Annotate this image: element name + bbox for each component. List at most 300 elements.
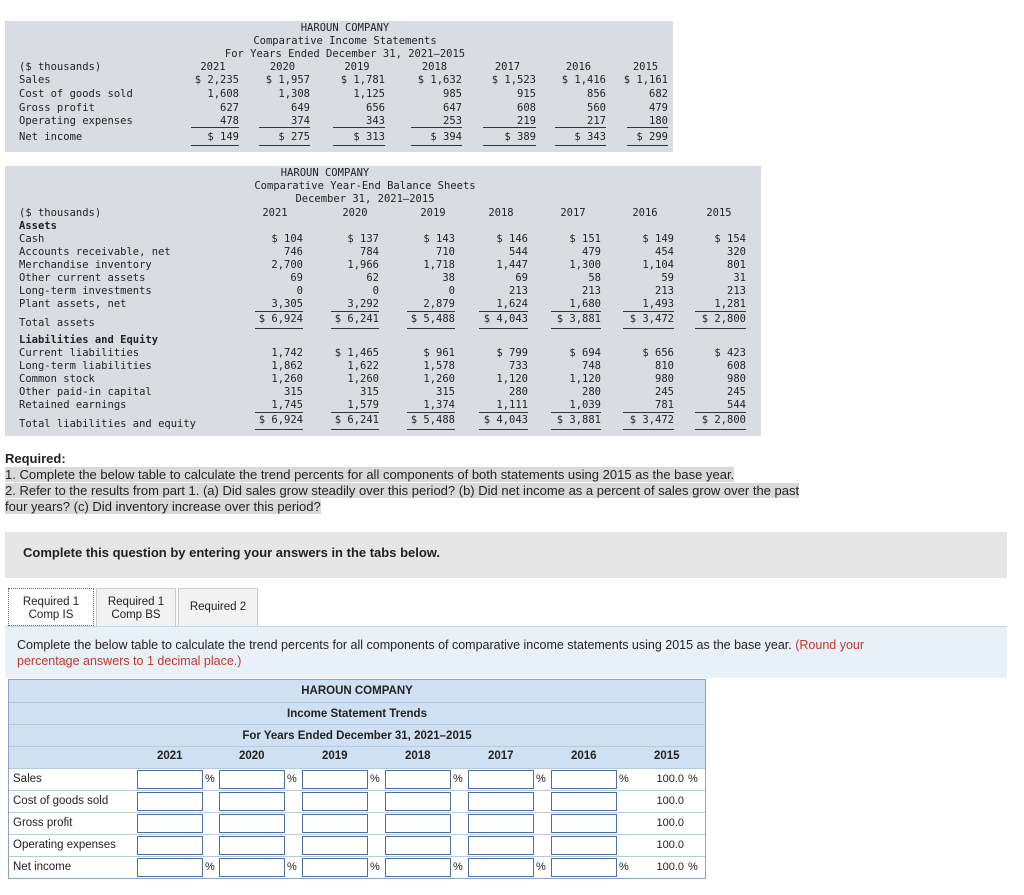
bs-rule (407, 328, 455, 329)
bs-liability-cell: 1,745 (271, 399, 303, 411)
bs-liability-cell: 1,374 (423, 399, 455, 411)
percent-sign: % (688, 773, 698, 785)
bs-rule (407, 311, 455, 312)
trend-input-2016[interactable] (551, 792, 617, 811)
trend-input-2016[interactable] (551, 770, 617, 789)
trend-input-2017[interactable] (468, 836, 534, 855)
is-unit-label: ($ thousands) (19, 61, 102, 73)
bs-rule (479, 311, 528, 312)
trend-row-label: Gross profit (13, 817, 73, 829)
bs-asset-label: Cash (19, 233, 45, 245)
is-row-label: Sales (19, 74, 51, 86)
bs-asset-cell: $ 137 (347, 233, 379, 245)
bs-rule (623, 311, 674, 312)
trend-year-header: 2018 (405, 750, 431, 762)
trend-input-2020[interactable] (219, 770, 285, 789)
trend-input-2018[interactable] (385, 792, 451, 811)
bs-year-header: 2018 (488, 207, 514, 219)
bs-asset-cell: $ 143 (423, 233, 455, 245)
bs-rule (695, 429, 746, 430)
trend-input-2016[interactable] (551, 814, 617, 833)
trend-year-header: 2019 (322, 750, 348, 762)
income-statement-image (5, 21, 673, 152)
trend-year-header-row (9, 746, 705, 768)
bs-liability-cell: $ 423 (714, 347, 746, 359)
bs-liability-cell: 810 (655, 360, 674, 372)
bs-asset-cell: 1,104 (642, 259, 674, 271)
tab-required-2[interactable] (178, 588, 258, 626)
is-title: Comparative Income Statements (253, 35, 437, 47)
trend-input-2016[interactable] (551, 858, 617, 877)
is-cell: 180 (649, 115, 668, 127)
question-banner (5, 532, 1007, 578)
trend-row (9, 790, 705, 813)
bs-rule (695, 311, 746, 312)
bs-asset-cell: 1,624 (496, 298, 528, 310)
bs-liability-label: Other paid-in capital (19, 386, 152, 398)
income-statement-trend-table (8, 679, 706, 879)
is-cell: $ 394 (430, 131, 462, 143)
is-year-header: 2016 (565, 61, 592, 73)
trend-input-2019[interactable] (302, 770, 368, 789)
is-cell: $ 2,235 (194, 74, 239, 86)
bs-rule (331, 311, 379, 312)
tab-label-line1: Required 2 (189, 601, 247, 613)
bs-rule (479, 429, 528, 430)
is-total-rule (191, 127, 239, 128)
is-row-label: Operating expenses (19, 115, 133, 127)
bs-rule (623, 429, 674, 430)
bs-unit-label: ($ thousands) (19, 207, 102, 219)
trend-input-2020[interactable] (219, 814, 285, 833)
bs-year-header: 2021 (262, 207, 288, 219)
tab-instruction-panel (5, 626, 1007, 678)
bs-rule (255, 412, 303, 413)
bs-liability-cell: 245 (655, 386, 674, 398)
bs-liability-cell: $ 1,465 (334, 347, 379, 359)
bs-total-assets-cell: $ 2,800 (701, 313, 746, 325)
percent-sign: % (453, 861, 463, 873)
bs-asset-cell: $ 149 (642, 233, 674, 245)
trend-base-2015-value: 100.0 (656, 773, 684, 785)
is-total-rule (259, 127, 310, 128)
bs-asset-label: Other current assets (19, 272, 146, 284)
trend-input-2017[interactable] (468, 792, 534, 811)
bs-liability-cell: 1,120 (496, 373, 528, 385)
bs-asset-cell: 784 (360, 246, 379, 258)
bs-asset-cell: 213 (727, 285, 746, 297)
bs-liability-label: Current liabilities (19, 347, 140, 359)
is-cell: $ 343 (574, 131, 606, 143)
bs-total-assets-cell: $ 4,043 (483, 313, 528, 325)
bs-liability-cell: 1,622 (347, 360, 379, 372)
trend-row-label: Operating expenses (13, 839, 116, 851)
trend-row (9, 812, 705, 835)
percent-sign: % (453, 773, 463, 785)
is-cell: 1,308 (278, 88, 310, 100)
bs-asset-cell: 544 (509, 246, 528, 258)
bs-rule (331, 412, 379, 413)
percent-sign: % (287, 861, 297, 873)
bs-liability-cell: 1,260 (271, 373, 303, 385)
trend-input-2019[interactable] (302, 836, 368, 855)
is-year-header: 2021 (200, 61, 226, 73)
is-double-rule (627, 145, 668, 146)
bs-asset-cell: 3,292 (347, 298, 379, 310)
bs-asset-cell: 213 (582, 285, 601, 297)
bs-asset-label: Long-term investments (19, 285, 152, 297)
bs-liability-label: Common stock (19, 373, 95, 385)
bs-asset-cell: 710 (436, 246, 455, 258)
is-cell: 253 (443, 115, 462, 127)
bs-liability-cell: 315 (436, 386, 455, 398)
trend-period: For Years Ended December 31, 2021–2015 (9, 724, 705, 747)
bs-rule (623, 412, 674, 413)
is-cell: 856 (587, 88, 606, 100)
percent-sign: % (619, 773, 629, 785)
trend-input-2018[interactable] (385, 836, 451, 855)
bs-rule (255, 311, 303, 312)
trend-input-2020[interactable] (219, 858, 285, 877)
is-cell: 682 (649, 88, 668, 100)
bs-liability-cell: $ 799 (496, 347, 528, 359)
is-double-rule (333, 145, 385, 146)
banner-text: Complete this question by entering your answers in the tabs below. (23, 545, 441, 560)
is-cell: $ 275 (278, 131, 310, 143)
bs-company: HAROUN COMPANY (280, 167, 370, 179)
bs-rule (479, 412, 528, 413)
bs-asset-cell: $ 151 (569, 233, 601, 245)
bs-asset-cell: 1,281 (714, 298, 746, 310)
bs-liability-cell: 1,742 (271, 347, 303, 359)
bs-liability-cell: 280 (509, 386, 528, 398)
trend-base-2015-value: 100.0 (656, 861, 684, 873)
bs-total-le-label: Total liabilities and equity (19, 418, 197, 430)
is-cell: $ 1,523 (491, 74, 536, 86)
bs-liability-cell: 980 (727, 373, 746, 385)
is-total-rule (483, 127, 536, 128)
trend-input-2021[interactable] (137, 814, 203, 833)
trend-input-2019[interactable] (302, 858, 368, 877)
bs-asset-cell: 69 (290, 272, 303, 284)
bs-year-header: 2017 (560, 207, 586, 219)
percent-sign: % (205, 861, 215, 873)
bs-asset-cell: 746 (284, 246, 303, 258)
bs-liability-cell: 315 (360, 386, 379, 398)
trend-row-label: Sales (13, 773, 42, 785)
bs-year-header: 2015 (706, 207, 732, 219)
required-line-2: 2. Refer to the results from part 1. (a) Did sales grow steadily over this period? (b) Did net income as a percent of sales grow over the past four years? (c) Did inventory increase over this period? (5, 483, 800, 514)
percent-sign: % (688, 861, 698, 873)
bs-asset-cell: 2,700 (271, 259, 303, 271)
trend-input-2017[interactable] (468, 858, 534, 877)
is-company: HAROUN COMPANY (300, 22, 390, 34)
bs-title: Comparative Year-End Balance Sheets (254, 180, 476, 192)
bs-asset-cell: 1,493 (642, 298, 674, 310)
is-double-rule (483, 145, 536, 146)
is-year-header: 2017 (494, 61, 521, 73)
is-cell: 656 (366, 102, 385, 114)
is-double-rule (411, 145, 462, 146)
is-cell: $ 149 (207, 131, 239, 143)
bs-rule (255, 429, 303, 430)
bs-asset-cell: 58 (588, 272, 601, 284)
bs-liability-cell: 1,039 (569, 399, 601, 411)
is-cell: $ 313 (353, 131, 385, 143)
bs-asset-cell: 479 (582, 246, 601, 258)
trend-row (9, 768, 705, 791)
is-year-header: 2015 (632, 61, 659, 73)
bs-liability-label: Long-term liabilities (19, 360, 152, 372)
bs-asset-cell: 320 (727, 246, 746, 258)
bs-asset-cell: $ 154 (714, 233, 746, 245)
bs-liability-cell: $ 694 (569, 347, 601, 359)
trend-base-2015-value: 100.0 (656, 817, 684, 829)
trend-row (9, 834, 705, 857)
is-row-label: Net income (19, 131, 83, 143)
trend-input-2020[interactable] (219, 836, 285, 855)
trend-base-2015-value: 100.0 (656, 839, 684, 851)
is-double-rule (555, 145, 606, 146)
bs-asset-cell: 38 (442, 272, 455, 284)
tab-required-1-comp-is[interactable] (8, 588, 94, 626)
rounding-note: (Round your percentage answers to 1 decimal place.) (17, 638, 865, 668)
is-total-rule (333, 127, 385, 128)
bs-liabilities-heading: Liabilities and Equity (19, 334, 159, 346)
percent-sign: % (536, 773, 546, 785)
balance-sheet-image (5, 166, 761, 436)
required-heading: Required: (5, 451, 66, 466)
is-row-label: Cost of goods sold (19, 88, 133, 100)
bs-liability-cell: 544 (727, 399, 746, 411)
bs-total-le-cell: $ 5,488 (410, 414, 455, 426)
trend-input-2018[interactable] (385, 858, 451, 877)
is-cell: $ 1,161 (623, 74, 668, 86)
is-row-label: Gross profit (19, 102, 95, 114)
bs-assets-heading: Assets (19, 220, 57, 232)
trend-row-label: Net income (13, 861, 72, 873)
bs-total-le-cell: $ 6,241 (334, 414, 379, 426)
is-total-rule (555, 127, 606, 128)
trend-input-2017[interactable] (468, 814, 534, 833)
required-instructions (5, 451, 825, 515)
is-total-rule (411, 127, 462, 128)
is-cell: 479 (649, 102, 668, 114)
is-double-rule (191, 145, 239, 146)
is-cell: 1,125 (353, 88, 385, 100)
is-period: For Years Ended December 31, 2021–2015 (224, 48, 466, 60)
bs-year-header: 2019 (420, 207, 446, 219)
is-total-rule (627, 127, 668, 128)
bs-liability-cell: 748 (582, 360, 601, 372)
percent-sign: % (370, 773, 380, 785)
bs-total-le-cell: $ 6,924 (258, 414, 303, 426)
is-cell: 217 (587, 115, 606, 127)
tab-label-line1: Required 1 (22, 596, 80, 608)
trend-input-2018[interactable] (385, 770, 451, 789)
is-year-header: 2019 (344, 61, 370, 73)
bs-liability-cell: 733 (509, 360, 528, 372)
is-cell: 374 (291, 115, 310, 127)
bs-total-assets-cell: $ 6,924 (258, 313, 303, 325)
is-cell: 985 (443, 88, 462, 100)
bs-year-header: 2016 (632, 207, 658, 219)
bs-liability-cell: 980 (655, 373, 674, 385)
is-cell: $ 1,957 (265, 74, 310, 86)
bs-asset-cell: 69 (515, 272, 528, 284)
bs-asset-label: Merchandise inventory (19, 259, 152, 271)
is-cell: 560 (587, 102, 606, 114)
bs-rule (695, 328, 746, 329)
bs-total-assets-cell: $ 3,472 (629, 313, 674, 325)
bs-asset-cell: 59 (661, 272, 674, 284)
bs-year-header: 2020 (342, 207, 368, 219)
bs-liability-cell: 245 (727, 386, 746, 398)
bs-rule (331, 429, 379, 430)
bs-liability-cell: 1,579 (347, 399, 379, 411)
bs-total-assets-cell: $ 5,488 (410, 313, 455, 325)
bs-asset-cell: 1,300 (569, 259, 601, 271)
is-cell: 627 (220, 102, 239, 114)
trend-input-2020[interactable] (219, 792, 285, 811)
trend-input-2021[interactable] (137, 836, 203, 855)
trend-base-2015-value: 100.0 (656, 795, 684, 807)
is-cell: 915 (517, 88, 536, 100)
bs-liability-cell: $ 961 (423, 347, 455, 359)
bs-liability-cell: 1,578 (423, 360, 455, 372)
bs-liability-cell: 781 (655, 399, 674, 411)
tab-label-line2: Comp IS (28, 609, 74, 621)
bs-rule (551, 429, 601, 430)
bs-asset-cell: 0 (296, 285, 303, 297)
bs-total-le-cell: $ 3,881 (556, 414, 601, 426)
bs-asset-cell: 801 (727, 259, 746, 271)
bs-asset-cell: 2,879 (423, 298, 455, 310)
trend-year-header: 2020 (239, 750, 265, 762)
is-cell: 647 (443, 102, 462, 114)
trend-input-2019[interactable] (302, 814, 368, 833)
trend-input-2021[interactable] (137, 792, 203, 811)
percent-sign: % (287, 773, 297, 785)
bs-asset-cell: 1,680 (569, 298, 601, 310)
trend-company: HAROUN COMPANY (9, 680, 705, 702)
bs-asset-cell: 454 (655, 246, 674, 258)
bs-asset-cell: 31 (733, 272, 746, 284)
bs-liability-cell: 1,862 (271, 360, 303, 372)
percent-sign: % (205, 773, 215, 785)
bs-period: December 31, 2021–2015 (295, 193, 435, 205)
trend-row (9, 856, 705, 879)
bs-total-le-cell: $ 4,043 (483, 414, 528, 426)
is-cell: $ 299 (636, 131, 668, 143)
trend-input-2016[interactable] (551, 836, 617, 855)
tab-label-line2: Comp BS (111, 609, 161, 621)
bs-asset-cell: 213 (509, 285, 528, 297)
is-cell: 343 (366, 115, 385, 127)
bs-total-le-cell: $ 2,800 (701, 414, 746, 426)
bs-rule (551, 311, 601, 312)
trend-input-2019[interactable] (302, 792, 368, 811)
trend-title: Income Statement Trends (9, 702, 705, 725)
instruction-text: Complete the below table to calculate the trend percents for all components of comparative income statements using 2015 as the base year. (17, 638, 792, 652)
bs-asset-cell: 1,718 (423, 259, 455, 271)
trend-year-header: 2017 (488, 750, 514, 762)
trend-year-header: 2021 (157, 750, 183, 762)
bs-liability-cell: $ 656 (642, 347, 674, 359)
percent-sign: % (619, 861, 629, 873)
trend-input-2018[interactable] (385, 814, 451, 833)
is-year-header: 2020 (269, 61, 296, 73)
bs-rule (551, 328, 601, 329)
percent-sign: % (370, 861, 380, 873)
bs-asset-cell: $ 104 (271, 233, 303, 245)
bs-total-assets-label: Total assets (19, 317, 95, 329)
bs-asset-cell: 0 (448, 285, 455, 297)
trend-input-2021[interactable] (137, 770, 203, 789)
is-cell: $ 1,781 (340, 74, 385, 86)
trend-year-header: 2016 (571, 750, 597, 762)
bs-asset-cell: $ 146 (496, 233, 528, 245)
percent-sign: % (536, 861, 546, 873)
bs-rule (407, 412, 455, 413)
bs-liability-label: Retained earnings (19, 399, 127, 411)
trend-year-header: 2015 (654, 750, 680, 762)
bs-asset-cell: 3,305 (271, 298, 303, 310)
bs-liability-cell: 280 (582, 386, 601, 398)
trend-input-2021[interactable] (137, 858, 203, 877)
bs-asset-label: Accounts receivable, net (19, 246, 171, 258)
tab-label-line1: Required 1 (107, 596, 165, 608)
bs-liability-cell: 1,120 (569, 373, 601, 385)
bs-asset-cell: 213 (655, 285, 674, 297)
bs-asset-cell: 0 (372, 285, 379, 297)
bs-rule (551, 412, 601, 413)
is-cell: 649 (291, 102, 310, 114)
bs-liability-cell: 608 (727, 360, 746, 372)
bs-rule (331, 328, 379, 329)
bs-rule (479, 328, 528, 329)
bs-rule (407, 429, 455, 430)
bs-liability-cell: 1,260 (423, 373, 455, 385)
trend-input-2017[interactable] (468, 770, 534, 789)
required-line-1: 1. Complete the below table to calculate the trend percents for all components of both statements using 2015 as the base year. (5, 467, 735, 482)
bs-rule (623, 328, 674, 329)
is-year-header: 2018 (421, 61, 448, 73)
bs-asset-cell: 62 (366, 272, 379, 284)
is-cell: 608 (517, 102, 536, 114)
is-double-rule (259, 145, 310, 146)
bs-asset-cell: 1,966 (347, 259, 379, 271)
bs-liability-cell: 1,260 (347, 373, 379, 385)
bs-asset-label: Plant assets, net (19, 298, 127, 310)
is-cell: $ 1,632 (417, 74, 462, 86)
bs-total-le-cell: $ 3,472 (629, 414, 674, 426)
is-cell: $ 1,416 (561, 74, 606, 86)
bs-total-assets-cell: $ 3,881 (556, 313, 601, 325)
bs-liability-cell: 1,111 (496, 399, 528, 411)
bs-asset-cell: 1,447 (496, 259, 528, 271)
trend-row-label: Cost of goods sold (13, 795, 109, 807)
is-cell: 1,608 (207, 88, 239, 100)
bs-rule (695, 412, 746, 413)
is-cell: 219 (517, 115, 536, 127)
bs-rule (255, 328, 303, 329)
is-cell: 478 (220, 115, 239, 127)
bs-liability-cell: 315 (284, 386, 303, 398)
tab-required-1-comp-bs[interactable] (96, 588, 176, 626)
is-cell: $ 389 (504, 131, 536, 143)
bs-total-assets-cell: $ 6,241 (334, 313, 379, 325)
